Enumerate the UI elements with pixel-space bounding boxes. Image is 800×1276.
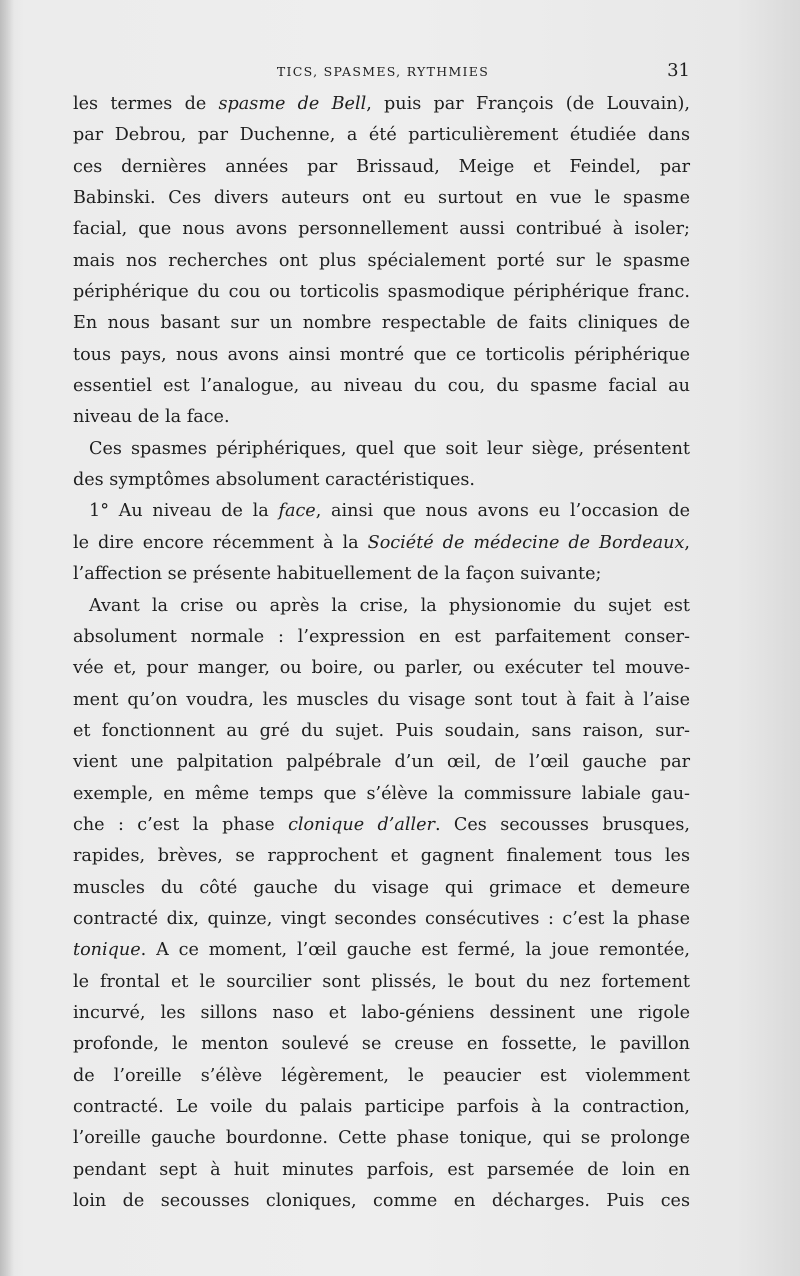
text-line	[73, 967, 690, 998]
text-span: le frontal et le sourcilier sont plissés, le bout du nez fortement	[73, 971, 690, 992]
text-span: , puis par François (de Louvain),	[366, 94, 690, 114]
text-span: essentiel est l’analogue, au niveau du cou, du spasme facial au	[73, 376, 690, 397]
text-line	[73, 465, 690, 496]
text-line	[73, 1029, 690, 1060]
text-span: . A ce moment, l’œil gauche est fermé, la joue remontée,	[140, 940, 690, 961]
text-line	[73, 214, 690, 245]
text-line	[73, 340, 690, 371]
page-binding-shadow	[0, 0, 14, 1276]
text-span: le dire encore récemment à la	[73, 532, 368, 553]
italic-phrase: spasme de Bell	[218, 94, 367, 114]
text-line	[73, 904, 690, 935]
text-span: de l’oreille s’élève légèrement, le peaucier est violemment	[73, 1065, 690, 1086]
text-span: tous pays, nous avons ainsi montré que ce torticolis périphérique	[73, 344, 690, 365]
text-line	[73, 716, 690, 747]
text-span: Avant la crise ou après la crise, la physionomie du sujet est	[89, 595, 690, 616]
text-span: contracté. Le voile du palais participe parfois à la contraction,	[73, 1097, 690, 1117]
text-line	[73, 434, 690, 465]
text-line	[73, 622, 690, 653]
text-span: des symptômes absolument caractéristiques.	[73, 470, 475, 491]
italic-phrase: clonique d’aller	[288, 814, 435, 835]
text-span: loin de secousses cloniques, comme en décharges. Puis ces	[73, 1191, 690, 1212]
text-span: niveau de la face.	[73, 407, 230, 428]
text-line	[73, 841, 690, 872]
text-line	[73, 591, 690, 622]
text-span: absolument normale : l’expression en est parfaitement conser-	[73, 626, 690, 647]
text-line	[73, 559, 690, 590]
text-span: vient une palpitation palpébrale d’un œil, de l’œil gauche par	[73, 752, 690, 773]
text-line	[73, 1092, 690, 1123]
text-line	[73, 998, 690, 1029]
text-line	[73, 308, 690, 339]
text-span: ,	[684, 532, 690, 553]
page-header	[74, 60, 692, 84]
text-line	[73, 371, 690, 402]
text-line	[73, 1186, 690, 1217]
text-span: profonde, le menton soulevé se creuse en fossette, le pavillon	[73, 1034, 690, 1055]
text-span: exemple, en même temps que s’élève la commissure labiale gau-	[73, 783, 690, 804]
text-span: 1° Au niveau de la	[89, 501, 279, 522]
text-line	[73, 747, 690, 778]
text-span: l’oreille gauche bourdonne. Cette phase tonique, qui se prolonge	[73, 1128, 690, 1149]
text-line	[73, 120, 690, 151]
text-line	[73, 183, 690, 214]
text-span: muscles du côté gauche du visage qui grimace et demeure	[73, 877, 690, 898]
text-line	[73, 402, 690, 433]
text-line	[73, 1123, 690, 1154]
text-line	[73, 1061, 690, 1092]
running-title: TICS, SPASMES, RYTHMIES	[276, 64, 490, 79]
text-line	[73, 246, 690, 277]
text-span: les termes de	[73, 94, 219, 114]
text-span: l’affection se présente habituellement de la façon suivante;	[73, 564, 602, 585]
body-text	[73, 89, 690, 1217]
text-line	[73, 810, 690, 841]
text-line	[73, 873, 690, 904]
text-line	[73, 653, 690, 684]
text-span: par Debrou, par Duchenne, a été particulièrement étudiée dans	[73, 125, 690, 146]
text-line	[73, 277, 690, 308]
italic-phrase: tonique	[73, 940, 141, 961]
text-span: , ainsi que nous avons eu l’occasion de	[315, 501, 690, 522]
text-line	[73, 528, 690, 559]
text-span: incurvé, les sillons naso et labo-géniens dessinent une rigole	[73, 1002, 690, 1023]
text-span: Ces spasmes périphériques, quel que soit leur siège, présentent	[89, 438, 690, 459]
text-line	[73, 1155, 690, 1186]
text-line	[73, 89, 690, 120]
text-span: périphérique du cou ou torticolis spasmodique périphérique franc.	[73, 282, 690, 303]
text-span: ces dernières années par Brissaud, Meige et Feindel, par	[73, 156, 690, 177]
text-span: . Ces secousses brusques,	[434, 814, 690, 835]
text-span: che : c’est la phase	[73, 814, 289, 835]
text-span: contracté dix, quinze, vingt secondes consécutives : c’est la phase	[73, 908, 690, 929]
text-span: pendant sept à huit minutes parfois, est parsemée de loin en	[73, 1159, 690, 1180]
text-span: rapides, brèves, se rapprochent et gagnent finalement tous les	[73, 846, 690, 867]
text-span: facial, que nous avons personnellement aussi contribué à isoler;	[73, 219, 690, 240]
italic-phrase: face	[278, 501, 316, 522]
text-line	[73, 152, 690, 183]
text-span: et fonctionnent au gré du sujet. Puis soudain, sans raison, sur-	[73, 720, 690, 741]
text-line	[73, 779, 690, 810]
text-line	[73, 496, 690, 527]
italic-phrase: Société de médecine de Bordeaux	[367, 532, 685, 553]
page-number: 31	[667, 60, 690, 81]
text-span: vée et, pour manger, ou boire, ou parler, ou exécuter tel mouve-	[73, 658, 690, 679]
text-span: ment qu’on voudra, les muscles du visage sont tout à fait à l’aise	[73, 689, 690, 710]
text-span: mais nos recherches ont plus spécialement porté sur le spasme	[73, 250, 690, 271]
text-span: En nous basant sur un nombre respectable de faits cliniques de	[73, 313, 690, 334]
text-line	[73, 685, 690, 716]
text-span: Babinski. Ces divers auteurs ont eu surtout en vue le spasme	[73, 188, 690, 209]
text-line	[73, 935, 690, 966]
